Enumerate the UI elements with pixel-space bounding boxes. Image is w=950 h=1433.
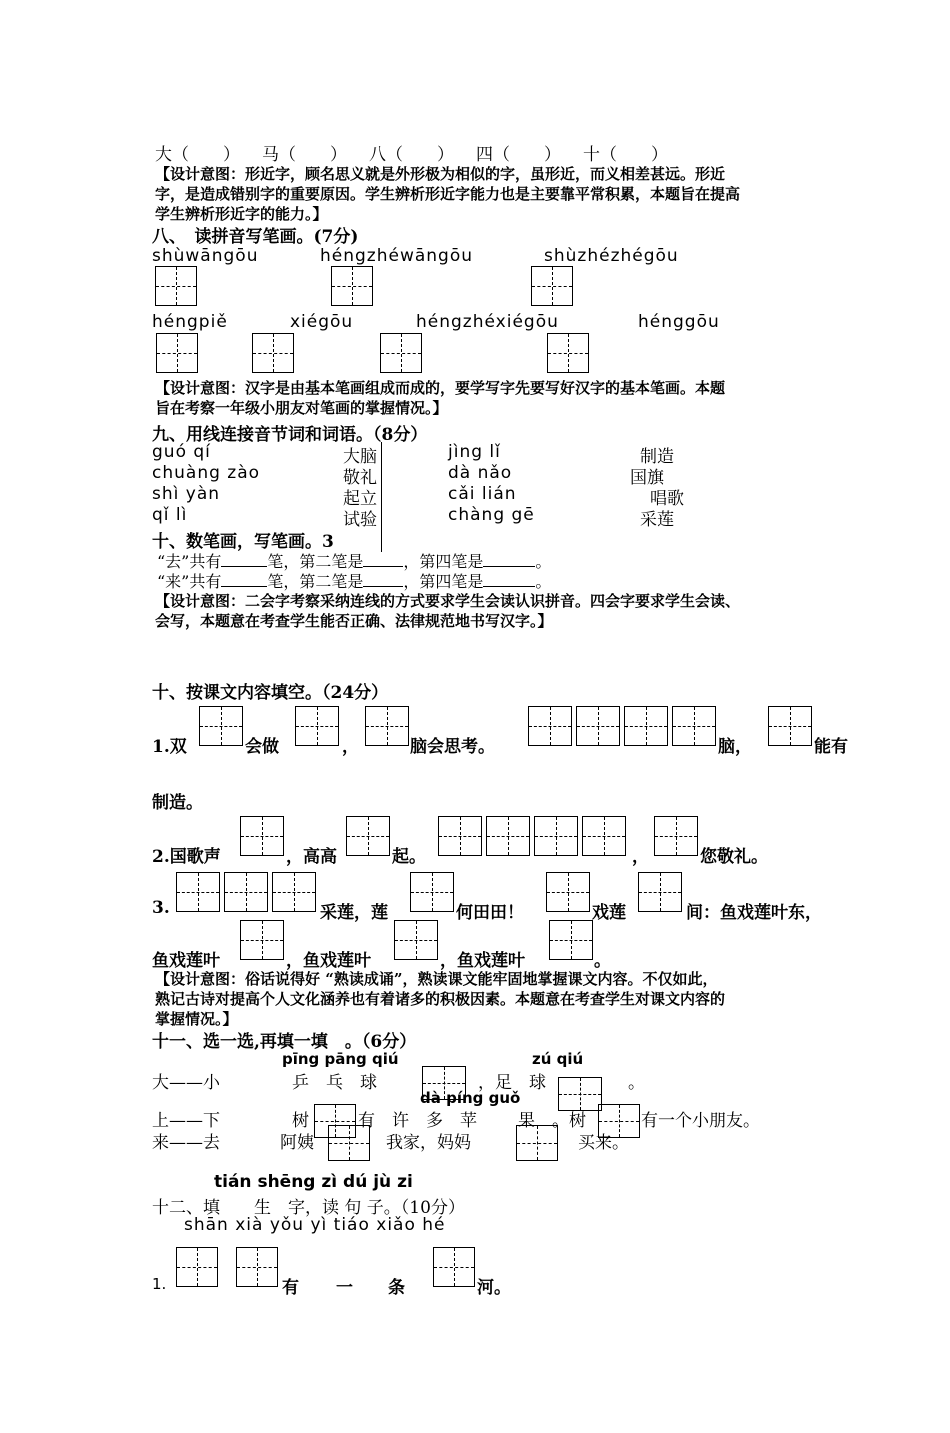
- q10b-design-intent: 【设计意图：俗话说得好 “熟读成诵”，熟读课文能牢固地掌握课文内容。不仅如此， 熟记古诗对提高个人文化涵养也有着诸多的积极因素。本题意在考查学生对课文内容的 掌握情况。】: [155, 970, 726, 1028]
- q11-pinyin: zú qiú: [532, 1050, 584, 1068]
- writing-box[interactable]: [624, 706, 668, 746]
- q7-option: 八（ ）: [369, 145, 454, 165]
- writing-box[interactable]: [365, 706, 409, 746]
- writing-box[interactable]: [236, 1247, 278, 1287]
- q12-text: 一: [336, 1278, 353, 1298]
- q12-text: 1.: [152, 1275, 167, 1293]
- writing-box[interactable]: [199, 706, 243, 746]
- q8-pinyin: héngzhéxiégōu: [416, 312, 559, 332]
- q7-option: 马（ ）: [262, 145, 347, 165]
- q8-title: 八、 读拼音写笔画。(7分): [152, 227, 359, 247]
- q9-word[interactable]: 试验: [343, 510, 377, 530]
- q10b-text: ，高高: [286, 847, 337, 867]
- q10b-text: 能有: [814, 737, 848, 757]
- writing-box[interactable]: [549, 920, 593, 960]
- answer-blank[interactable]: [221, 586, 267, 587]
- writing-box[interactable]: [155, 266, 197, 306]
- q10a-design-intent: 【设计意图：二会字考察采纳连线的方式要求学生会读认识拼音。四会字要求学生会读、 会写，本题意在考查学生能否正确、法律规范地书写汉字。】: [155, 592, 741, 630]
- q12-title-pinyin: tián shēng zì dú jù zi: [214, 1172, 413, 1192]
- q12-text: 有: [282, 1278, 299, 1298]
- q10b-text: 1.双: [152, 737, 187, 757]
- q10b-text: ，鱼戏莲叶: [286, 951, 371, 971]
- writing-box[interactable]: [156, 333, 198, 373]
- writing-box[interactable]: [546, 872, 590, 912]
- q9-pinyin[interactable]: chàng gē: [448, 505, 535, 525]
- q8-pinyin: shùwāngōu: [152, 246, 259, 266]
- q8-design-intent: 【设计意图：汉字是由基本笔画组成而成的，要学写字先要写好汉字的基本笔画。本题 旨在考察一年级小朋友对笔画的掌握情况。】: [155, 379, 726, 417]
- writing-box[interactable]: [768, 706, 812, 746]
- q10b-text: 会做: [245, 737, 279, 757]
- writing-box[interactable]: [547, 333, 589, 373]
- writing-box[interactable]: [531, 266, 573, 306]
- writing-box[interactable]: [410, 872, 454, 912]
- writing-box[interactable]: [272, 872, 316, 912]
- q10a-line: “去”共有 笔，第二笔是 ，第四笔是 。: [157, 552, 552, 571]
- divider-line: [381, 442, 382, 552]
- writing-box[interactable]: [328, 1125, 370, 1161]
- q9-word[interactable]: 唱歌: [650, 489, 684, 509]
- q10b-text: 您敬礼。: [700, 847, 768, 867]
- q10b-text: 2.国歌声: [152, 847, 221, 867]
- q9-word[interactable]: 敬礼: [343, 468, 377, 488]
- q10a-title: 十、数笔画，写笔画。3: [152, 532, 334, 552]
- writing-box[interactable]: [380, 333, 422, 373]
- q10b-text: 脑会思考。: [410, 737, 495, 757]
- q12-text: 河。: [477, 1278, 511, 1298]
- writing-box[interactable]: [638, 872, 682, 912]
- q11-text: 我家，妈妈: [386, 1133, 471, 1153]
- q11-text: 。: [628, 1073, 645, 1093]
- q10b-title: 十、按课文内容填空。（24分）: [152, 683, 389, 703]
- writing-box[interactable]: [224, 872, 268, 912]
- q7-option: 大（ ）: [155, 145, 240, 165]
- writing-box[interactable]: [240, 816, 284, 856]
- q11-pinyin: dà píng guǒ: [420, 1089, 521, 1107]
- q8-pinyin: héngpiě: [152, 312, 228, 332]
- q11-text: 树: [292, 1111, 309, 1131]
- q11-text: 买来。: [578, 1133, 629, 1153]
- writing-box[interactable]: [176, 1247, 218, 1287]
- writing-box[interactable]: [516, 1125, 558, 1161]
- q11-text: ，足 球: [478, 1073, 546, 1093]
- q11-pinyin: pīng pāng qiú: [282, 1050, 399, 1068]
- q7-design-intent: 【设计意图：形近字，顾名思义就是外形极为相似的字，虽形近，而义相差甚远。形近 字，是造成错别字的重要原因。学生辨析形近字能力也是主要靠平常积累，本题旨在提高 学生辨析形近字的能力。】: [155, 165, 741, 223]
- writing-box[interactable]: [438, 816, 482, 856]
- q10b-text: 何田田！: [456, 903, 524, 923]
- q10b-text: 间：鱼戏莲叶东，: [686, 903, 822, 923]
- answer-blank[interactable]: [363, 586, 403, 587]
- q7-option: 十（ ）: [583, 145, 668, 165]
- answer-blank[interactable]: [483, 566, 535, 567]
- writing-box[interactable]: [528, 706, 572, 746]
- q8-pinyin: xiégōu: [290, 312, 354, 332]
- q8-pinyin: hénggōu: [638, 312, 720, 332]
- q11-text: 乒 乓 球: [292, 1073, 377, 1093]
- writing-box[interactable]: [582, 816, 626, 856]
- q11-text: 果 。树: [518, 1111, 586, 1131]
- answer-blank[interactable]: [221, 566, 267, 567]
- q10b-text: 采莲，莲: [320, 903, 388, 923]
- q9-word[interactable]: 大脑: [343, 447, 377, 467]
- writing-box[interactable]: [176, 872, 220, 912]
- q10b-text: ，: [632, 847, 649, 867]
- writing-box[interactable]: [486, 816, 530, 856]
- writing-box[interactable]: [331, 266, 373, 306]
- q10b-text: 。: [594, 951, 611, 971]
- writing-box[interactable]: [654, 816, 698, 856]
- writing-box[interactable]: [534, 816, 578, 856]
- q9-pinyin[interactable]: jìng lǐ: [448, 442, 501, 462]
- q10b-text: 起。: [392, 847, 426, 867]
- q9-word[interactable]: 国旗: [630, 468, 664, 488]
- q8-pinyin: shùzhézhégōu: [544, 246, 679, 266]
- q11-text: 有一个小朋友。: [641, 1111, 760, 1131]
- q8-pinyin: héngzhéwāngōu: [320, 246, 474, 266]
- writing-box[interactable]: [672, 706, 716, 746]
- q12-text: 条: [388, 1278, 405, 1298]
- q9-word[interactable]: 制造: [640, 447, 674, 467]
- q9-pinyin[interactable]: dà nǎo: [448, 463, 513, 483]
- q9-pinyin[interactable]: qǐ lì: [152, 505, 188, 525]
- q9-title: 九、用线连接音节词和词语。（8分）: [152, 425, 428, 445]
- q10b-text: ，: [342, 737, 359, 757]
- q11-text: 来——去: [152, 1133, 220, 1153]
- q9-pinyin[interactable]: chuàng zào: [152, 463, 261, 483]
- q11-text: 上——下: [152, 1111, 220, 1131]
- q12-title: 十二、填 生 字，读 句 子。（10分）: [152, 1198, 465, 1218]
- q9-word[interactable]: 起立: [343, 489, 377, 509]
- q12-pinyin: shān xià yǒu yì tiáo xiǎo hé: [184, 1215, 446, 1235]
- writing-box[interactable]: [252, 333, 294, 373]
- writing-box[interactable]: [240, 920, 284, 960]
- writing-box[interactable]: [433, 1247, 475, 1287]
- q10b-text: ，鱼戏莲叶: [440, 951, 525, 971]
- q11-text: 阿姨: [280, 1133, 314, 1153]
- q9-pinyin[interactable]: shì yàn: [152, 484, 221, 504]
- q11-title: 十一、选一选,再填一填 。（6分）: [152, 1032, 417, 1052]
- q10b-text: 戏莲: [592, 903, 626, 923]
- q7-options-row: [155, 140, 668, 165]
- q9-pinyin[interactable]: cǎi lián: [448, 484, 517, 504]
- q10b-text: 3.: [152, 898, 170, 918]
- writing-box[interactable]: [394, 920, 438, 960]
- writing-box[interactable]: [576, 706, 620, 746]
- q11-text: 大——小: [152, 1073, 220, 1093]
- q7-option: 四（ ）: [476, 145, 561, 165]
- q9-word[interactable]: 采莲: [640, 510, 674, 530]
- q10b-text: 制造。: [152, 793, 203, 813]
- writing-box[interactable]: [295, 706, 339, 746]
- q10b-text: 鱼戏莲叶: [152, 951, 220, 971]
- q10b-text: 脑，: [718, 737, 752, 757]
- writing-box[interactable]: [346, 816, 390, 856]
- answer-blank[interactable]: [363, 566, 403, 567]
- q9-pinyin[interactable]: guó qí: [152, 442, 211, 462]
- answer-blank[interactable]: [483, 586, 535, 587]
- q11-text: 有 许 多 苹: [358, 1111, 477, 1131]
- q10a-line: “来”共有 笔，第二笔是 ，第四笔是 。: [157, 572, 552, 591]
